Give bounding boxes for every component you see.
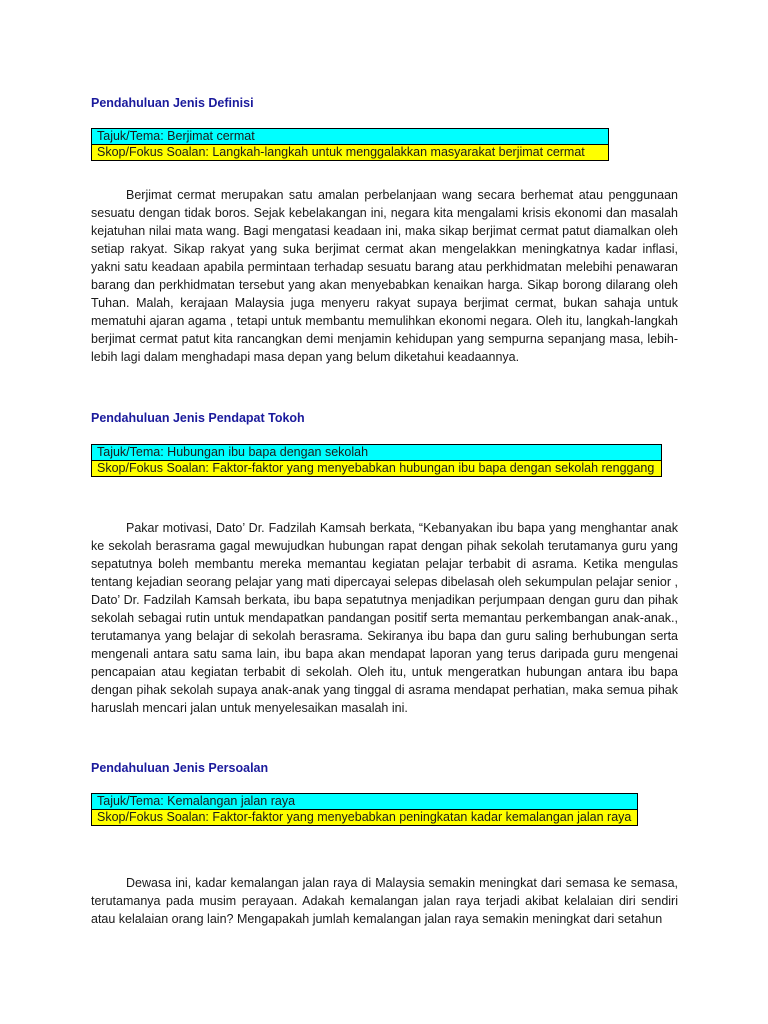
paragraph-definisi: Berjimat cermat merupakan satu amalan perbelanjaan wang secara berhemat atau penggunaan sesuatu dengan tidak boros. Sejak kebelakangan ini, negara kita mengalami krisis ekonomi dan masalah kejatuhan nilai mata wang. Bagi mengatasi keadaan ini, maka sikap berjimat cermat patut diamalkan oleh setiap rakyat. Sikap rakyat yang suka berjimat cermat akan mengelakkan meningkatnya kadar inflasi, yakni satu keadaan apabila permintaan terhadap sesuatu barang atau perkhidmatan melebihi penawaran barang dan perkhidmatan tersebut yang akan menyebabkan kenaikan harga. Sikap borong dilarang oleh Tuhan. Malah, kerajaan Malaysia juga menyeru rakyat supaya berjimat cermat, bukan sahaja untuk mematuhi ajaran agama , tetapi untuk membantu memulihkan ekonomi negara. Oleh itu, langkah-langkah berjimat cermat patut kita rancangkan demi menjamin kehidupan yang sempurna sepanjang masa, lebih-lebih lagi dalam menghadapi masa depan yang belum diketahui keadaannya. [91,188,678,364]
skop-row: Skop/Fokus Soalan: Faktor-faktor yang menyebabkan hubungan ibu bapa dengan sekolah renggang [92,461,661,476]
skop-row: Skop/Fokus Soalan: Faktor-faktor yang menyebabkan peningkatan kadar kemalangan jalan raya [92,810,637,825]
tajuk-row: Tajuk/Tema: Berjimat cermat [92,129,608,145]
paragraph-pendapat-tokoh: Pakar motivasi, Dato’ Dr. Fadzilah Kamsah berkata, “Kebanyakan ibu bapa yang menghantar anak ke sekolah berasrama gagal mewujudkan hubungan rapat dengan pihak sekolah terutamanya guru yang sepatutnya boleh membantu mereka memantau kegiatan pelajar terbabit di asrama. Ketika mengulas tentang kejadian seorang pelajar yang mati dipercayai selepas dibelasah oleh sekumpulan pelajar senior , Dato’ Dr. Fadzilah Kamsah berkata, ibu bapa sepatutnya menjadikan perjumpaan dengan guru dan pihak sekolah sebagai rutin untuk mendapatkan pandangan positif serta memantau perkembangan anak-anak., terutamanya yang belajar di sekolah berasrama. Sekiranya ibu bapa dan guru saling berhubungan serta mengenali antara satu sama lain, ibu bapa akan mendapat laporan yang terus daripada guru mengenai pencapaian atau kegiatan terbabit di sekolah. Oleh itu, untuk mengeratkan hubungan antara ibu bapa dengan pihak sekolah supaya anak-anak yang tinggal di asrama mendapat perhatian, maka semua pihak haruslah mencari jalan untuk menyelesaikan masalah ini. [91,521,678,715]
skop-row: Skop/Fokus Soalan: Langkah-langkah untuk menggalakkan masyarakat berjimat cermat [92,145,608,160]
section-heading-persoalan: Pendahuluan Jenis Persoalan [91,761,269,775]
tajuk-row: Tajuk/Tema: Hubungan ibu bapa dengan sekolah [92,445,661,461]
section-heading-definisi: Pendahuluan Jenis Definisi [91,96,254,110]
topic-box-pendapat-tokoh [91,444,662,477]
topic-box-definisi [91,128,609,161]
tajuk-row: Tajuk/Tema: Kemalangan jalan raya [92,794,637,810]
topic-box-persoalan [91,793,638,826]
paragraph-persoalan: Dewasa ini, kadar kemalangan jalan raya di Malaysia semakin meningkat dari semasa ke semasa, terutamanya pada musim perayaan. Adakah kemalangan jalan raya terjadi akibat kelalaian diri sendiri atau kelalaian orang lain? Mengapakah jumlah kemalangan jalan raya semakin meningkat dari setahun [91,876,678,926]
section-heading-pendapat-tokoh: Pendahuluan Jenis Pendapat Tokoh [91,411,305,425]
